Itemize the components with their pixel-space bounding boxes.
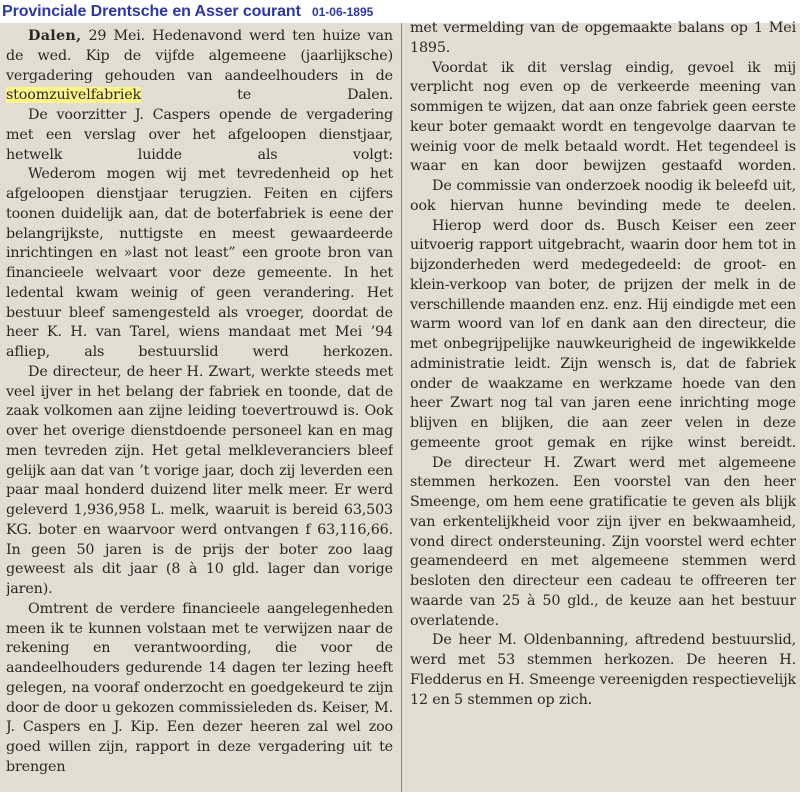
article-paragraph: De commissie van onderzoek noodig ik beleefd uit, ook hiervan hunne bevinding mede te deelen. [410,178,796,214]
article-paragraph: Wederom mogen wij met tevredenheid op het afgeloopen dienstjaar terugzien. Feiten en cijfers toonen duidelijk aan, dat de boterfabriek is eene der belangrijkste, nuttigste en meest gewaardeerde inrichtingen en »last not least” een groote bron van financieele welvaart voor deze gemeente. In het ledental kwam weinig of geen verandering. Het bestuur bleef samengesteld als vroeger, doordat de heer K. H. van Tarel, wiens mandaat met Mei ’94 afliep, als bestuurslid werd herkozen. [6,166,393,360]
article-paragraph: met vermelding van de opgemaakte balans op 1 Mei 1895. [410,20,796,56]
article-dateline: Dalen, [28,28,82,44]
article-paragraph: De directeur, de heer H. Zwart, werkte steeds met veel ijver in het belang der fabriek en toonde, dat de zaak volkomen aan zijne leiding toevertrouwd is. Ook over het overige dienstdoende personeel kan en mag men tevreden zijn. Het getal melkleveranciers bleef gelijk aan dat van ’t vorige jaar, doch zij leverden een paar maal honderd duizend liter melk meer. Er werd geleverd 1,936,958 L. melk, waaruit is bereid 63,503 KG. boter en waarvoor werd ontvangen f 63,116,66. In geen 50 jaren is de prijs der boter zoo laag geweest als dit jaar (8 à 10 gld. lager dan vorige jaren). [6,363,393,597]
article-column-left [6,27,393,792]
article-paragraph: De voorzitter J. Caspers opende de vergadering met een verslag over het afgeloopen dienstjaar, hetwelk luidde als volgt: [6,107,393,163]
article-paragraph: Hierop werd door ds. Busch Keiser een zeer uitvoerig rapport uitgebracht, waarin door hem tot in bijzonderheden werd medegedeeld: de groot- en klein-verkoop van boter, de prijzen der melk in de verschillende maanden enz. enz. Hij eindigde met een warm woord van lof en dank aan den directeur, die met onbegrijpelijke nauwkeurigheid de ingewikkelde administratie leidt. Zijn wensch is, dat de fabriek onder de waakzame en werkzame hoede van den heer Zwart nog tal van jaren eene inrichting moge blijven en blijken, die aan zeer velen in deze gemeente groot gemak en rijke winst bereidt. [410,217,796,451]
newspaper-title: Provinciale Drentsche en Asser courant [2,3,301,20]
article-text: 29 Mei. Hedenavond werd ten huize van de wed. Kip de vijfde algemeene (jaarlijksche) vergadering gehouden van aandeelhouders in de [6,28,393,84]
article-column-right [410,19,796,792]
column-divider [401,23,402,792]
newspaper-clipping [0,20,800,792]
article-paragraph: Voordat ik dit verslag eindig, gevoel ik mij verplicht nog even op de verkeerde meening van sommigen te wijzen, dat aan onze fabriek geen eerste keur boter gemaakt wordt en tengevolge daarvan te weinig voor de melk betaald wordt. Het tegendeel is waar en kan door bewijzen gestaafd worden. [410,59,796,175]
article-paragraph: De heer M. Oldenbanning, aftredend bestuurslid, werd met 53 stemmen herkozen. De heeren H. Fledderus en H. Smeenge vereenigden respectievelijk 12 en 5 stemmen op zich. [410,632,796,708]
search-highlight: stoomzuivelfabriek [6,87,142,104]
article-text: te Dalen. [141,87,393,104]
article-paragraph: De directeur H. Zwart werd met algemeene stemmen herkozen. Een voorstel van den heer Smeenge, om hem eene gratificatie te geven als blijk van erkentelijkheid voor zijn ijver en bekwaamheid, vond direct ondersteuning. Zijn voorstel werd echter geamendeerd en met algemeene stemmen werd besloten den directeur een cadeau te offreeren ter waarde van 25 à 50 gld., de keuze aan het bestuur overlatende. [410,454,796,629]
article-paragraph [6,27,393,106]
article-paragraph: Omtrent de verdere financieele aangelegenheden meen ik te kunnen volstaan met te verwijzen naar de rekening en verantwoording, die voor de aandeelhouders gedurende 14 dagen ter lezing heeft gelegen, na vooraf onderzocht en goedgekeurd te zijn door de door u gekozen commissieleden ds. Keiser, M. J. Caspers en J. Kip. Een dezer heeren zal wel zoo goed willen zijn, rapport in deze vergadering uit te brengen [6,600,393,775]
publication-date: 01-06-1895 [311,5,374,19]
